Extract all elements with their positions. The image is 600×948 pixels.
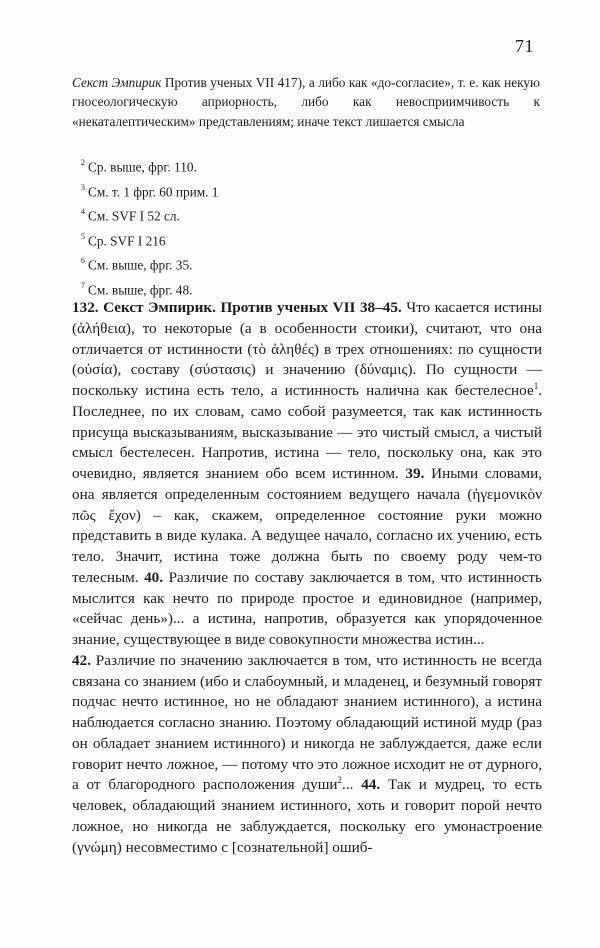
footnote-item	[81, 202, 218, 227]
footnote-ref: 1	[533, 380, 539, 391]
footnote-continuation-text: Против ученых VII 417), а либо как «до-согласие», т. е. как некую гносеологическую априорность, либо как невосприимчивость к «некаталептическим» представлениям; иначе текст лишается смысла	[72, 75, 540, 129]
fragment-heading: 132. Секст Эмпирик. Против ученых VII 38–45.	[72, 299, 402, 316]
section-number: 40.	[138, 568, 164, 586]
fragment-body	[72, 298, 542, 858]
footnote-list	[81, 153, 218, 300]
footnote-text: Ср. выше, фрг. 110.	[88, 159, 197, 175]
section-number: 42.	[72, 651, 91, 669]
fragment-text: . Последнее, по их словам, само собой разумеется, так как истинность присуща высказываниям, высказывание — это чистый смысл, а чистый смысл бестелесен. Напротив, истина — тело, поскольку она, как это очевидно, является знанием обо всем истинном.	[72, 382, 542, 482]
footnote-number: 2	[81, 158, 85, 167]
footnote-item	[81, 251, 218, 276]
footnote-number: 4	[81, 207, 85, 217]
fragment-text: Различие по составу заключается в том, что истинность мыслится как нечто по природе простое и единовидное (например, «сейчас день»)... а истина, напротив, образуется как упорядоченное знание, существующее в виде совокупности множества истин...	[72, 568, 542, 648]
fragment-text: Различие по значению заключается в том, что истинность не всегда связана со знанием (ибо и слабоумный, и младенец, и безумный говорят подчас нечто истинное, но не обладают знанием истинного), а истина наблюдается согласно знанию. Поэтому обладающий истиной мудр (раз он обладает знанием истинного) и никогда не заблуждается, даже если говорит нечто ложное, — потому что это ложное исходит не от дурного, а от благородного расположения души	[72, 651, 542, 794]
footnote-number: 7	[81, 280, 85, 290]
footnote-item	[81, 153, 218, 178]
fragment-text: Иными словами, она является определенным состоянием ведущего начала (ἡγεμονικὸν πῶς ἔχον) – как, скажем, определенное состояние руки можно представить в виде кулака. А ведущее начало, согласно их учению, есть тело. Значит, истина тоже должна быть по своему роду чем-то телесным.	[72, 465, 542, 586]
footnote-text: См. SVF I 52 сл.	[88, 208, 180, 224]
section-number: 44.	[353, 776, 381, 794]
footnote-item	[81, 178, 218, 203]
footnote-number: 6	[81, 256, 85, 266]
footnote-ref: 2	[337, 775, 343, 786]
fragment-text: Так и мудрец, то есть человек, обладающий знанием истинного, хоть и говорит порой нечто ложное, но никогда не заблуждается, поскольку его умонастроение (γνώμη) несовместимо с [сознательной] ошиб-	[72, 776, 542, 856]
footnote-text: Ср. SVF I 216	[88, 232, 166, 248]
footnote-continuation	[72, 73, 540, 131]
footnote-text: См. т. 1 фрг. 60 прим. 1	[88, 183, 219, 199]
page-number: 71	[515, 36, 534, 56]
fragment-text: Что касается истины (ἀλήθεια), то некоторые (а в особенности стоики), считают, что она отличается от истинности (τὸ ἀληθές) в трех отношениях: по сущности (οὐσία), составу (σύστασις) и значению (δύναμις). По сущности — поскольку истина есть тело, а истинность налична как бестелесное	[72, 299, 542, 399]
section-number: 39.	[398, 465, 425, 482]
footnote-item	[81, 227, 218, 252]
footnote-author-title: Секст Эмпирик	[72, 75, 162, 90]
fragment-text: ...	[342, 776, 354, 794]
footnote-number: 5	[81, 231, 85, 241]
footnote-text: См. выше, фрг. 35.	[88, 257, 193, 273]
footnote-number: 3	[81, 182, 85, 192]
footnote-item	[81, 276, 218, 301]
footnote-text: См. выше, фрг. 48.	[88, 282, 193, 297]
